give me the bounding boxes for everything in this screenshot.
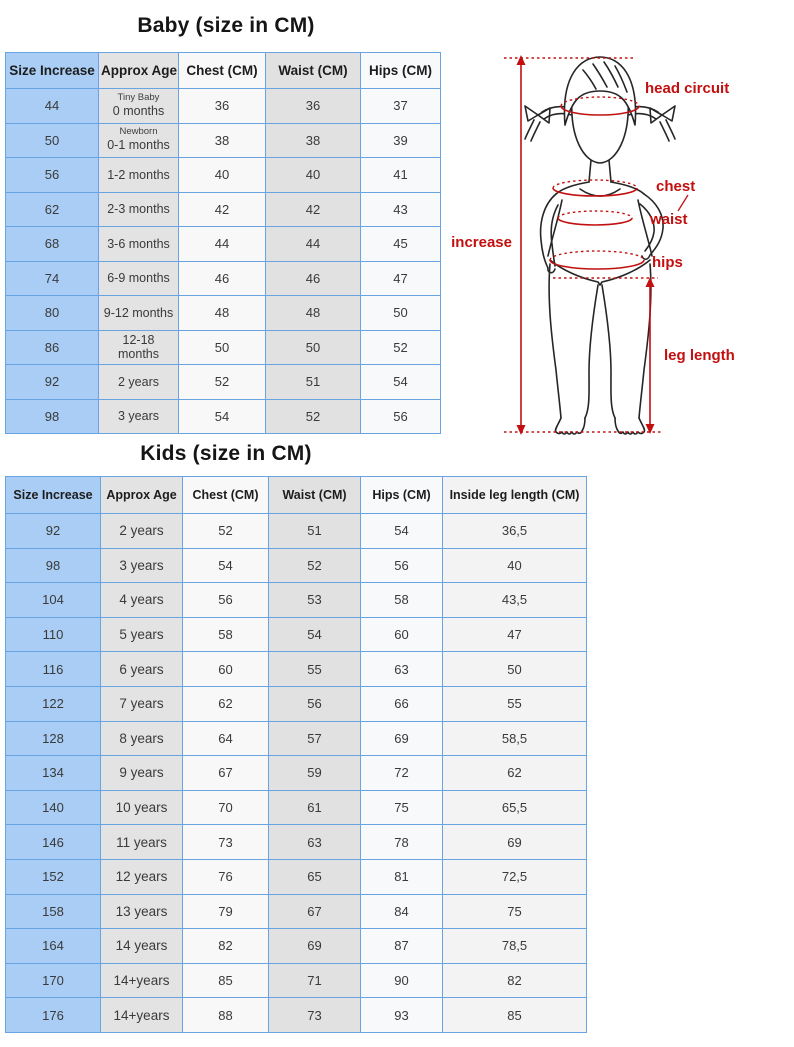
- table-cell: 51: [269, 514, 361, 549]
- table-cell: 170: [6, 963, 101, 998]
- table-cell: 70: [183, 790, 269, 825]
- table-cell: 43,5: [443, 583, 587, 618]
- table-cell: 39: [361, 123, 441, 158]
- table-cell: 82: [443, 963, 587, 998]
- table-cell: 3 years: [101, 548, 183, 583]
- table-cell: 140: [6, 790, 101, 825]
- table-cell: Newborn 0-1 months: [99, 123, 179, 158]
- table-cell: 72,5: [443, 859, 587, 894]
- table-cell: 80: [6, 296, 99, 331]
- table-cell: 56: [361, 399, 441, 434]
- table-cell: 38: [266, 123, 361, 158]
- table-cell: 56: [183, 583, 269, 618]
- head-circuit-label: head circuit: [645, 80, 730, 97]
- table-row: [6, 514, 587, 549]
- table-row: [6, 859, 587, 894]
- table-row: [6, 261, 441, 296]
- table-cell: 79: [183, 894, 269, 929]
- table-cell: 88: [183, 998, 269, 1033]
- table-cell: 67: [183, 756, 269, 791]
- baby-table-title: Baby (size in CM): [137, 14, 315, 37]
- table-cell: 134: [6, 756, 101, 791]
- table-cell: 52: [183, 514, 269, 549]
- table-cell: 53: [269, 583, 361, 618]
- table-cell: 2 years: [99, 365, 179, 400]
- table-cell: 52: [269, 548, 361, 583]
- table-cell: 71: [269, 963, 361, 998]
- table-cell: 55: [443, 686, 587, 721]
- table-cell: 68: [6, 227, 99, 262]
- table-cell: 42: [179, 192, 266, 227]
- table-cell: 14+years: [101, 998, 183, 1033]
- table-cell: 62: [443, 756, 587, 791]
- table-cell: 47: [361, 261, 441, 296]
- table-cell: 75: [443, 894, 587, 929]
- increase-arrow-down-icon: [517, 425, 526, 435]
- header-cell: Chest (CM): [183, 477, 269, 514]
- table-cell: 110: [6, 617, 101, 652]
- table-cell: 93: [361, 998, 443, 1033]
- table-cell: 36: [179, 89, 266, 124]
- table-cell: 52: [361, 330, 441, 365]
- table-cell: 78,5: [443, 929, 587, 964]
- table-cell: 65,5: [443, 790, 587, 825]
- waist-label: waist: [650, 211, 688, 228]
- table-cell: 73: [269, 998, 361, 1033]
- table-row: [6, 330, 441, 365]
- table-cell: 44: [179, 227, 266, 262]
- table-cell: 12 years: [101, 859, 183, 894]
- table-cell: 62: [183, 686, 269, 721]
- table-cell: 14+years: [101, 963, 183, 998]
- table-cell: 11 years: [101, 825, 183, 860]
- table-cell: 6 years: [101, 652, 183, 687]
- chest-ellipse-dotted: [553, 180, 637, 188]
- table-row: [6, 617, 587, 652]
- table-cell: 61: [269, 790, 361, 825]
- table-cell: 67: [269, 894, 361, 929]
- table-cell: 54: [361, 514, 443, 549]
- table-cell: 78: [361, 825, 443, 860]
- header-cell: Waist (CM): [266, 53, 361, 89]
- table-cell: 86: [6, 330, 99, 365]
- right-foot: [615, 418, 645, 434]
- table-cell: 13 years: [101, 894, 183, 929]
- table-cell: 54: [269, 617, 361, 652]
- table-cell: 57: [269, 721, 361, 756]
- table-row: [6, 227, 441, 262]
- table-cell: 2 years: [101, 514, 183, 549]
- right-bow-icon: [650, 106, 675, 123]
- table-cell: 41: [361, 158, 441, 193]
- table-cell: 58: [183, 617, 269, 652]
- header-cell: Hips (CM): [361, 53, 441, 89]
- table-cell: 48: [266, 296, 361, 331]
- table-cell: 50: [443, 652, 587, 687]
- table-cell: 51: [266, 365, 361, 400]
- table-cell: 69: [443, 825, 587, 860]
- table-cell: 40: [266, 158, 361, 193]
- increase-arrow-up-icon: [517, 55, 526, 65]
- baby-header-row: [6, 53, 441, 89]
- table-cell: 75: [361, 790, 443, 825]
- table-cell: 9-12 months: [99, 296, 179, 331]
- table-cell: 7 years: [101, 686, 183, 721]
- increase-label: increase: [451, 234, 512, 251]
- table-cell: 81: [361, 859, 443, 894]
- table-cell: 76: [183, 859, 269, 894]
- table-cell: 47: [443, 617, 587, 652]
- table-cell: 56: [6, 158, 99, 193]
- table-cell: 98: [6, 399, 99, 434]
- table-cell: 54: [361, 365, 441, 400]
- table-cell: 46: [179, 261, 266, 296]
- table-row: [6, 894, 587, 929]
- kids-size-table: [5, 476, 587, 1033]
- table-cell: 63: [269, 825, 361, 860]
- table-row: [6, 548, 587, 583]
- table-cell: 1-2 months: [99, 158, 179, 193]
- table-cell: 55: [269, 652, 361, 687]
- left-arm: [541, 194, 558, 273]
- table-cell: 90: [361, 963, 443, 998]
- table-cell: 69: [269, 929, 361, 964]
- table-row: [6, 825, 587, 860]
- table-cell: 45: [361, 227, 441, 262]
- baby-table-body: [6, 89, 441, 434]
- table-cell: 62: [6, 192, 99, 227]
- table-cell: 37: [361, 89, 441, 124]
- table-cell: 116: [6, 652, 101, 687]
- child-measurement-illustration: [440, 40, 794, 445]
- chest-leader-line: [678, 195, 688, 211]
- kids-header-row: [6, 477, 587, 514]
- table-cell: 60: [183, 652, 269, 687]
- table-cell: 10 years: [101, 790, 183, 825]
- table-cell: 65: [269, 859, 361, 894]
- table-cell: 56: [361, 548, 443, 583]
- table-cell: 8 years: [101, 721, 183, 756]
- table-cell: 48: [179, 296, 266, 331]
- hips-ellipse: [550, 260, 644, 269]
- table-cell: 38: [179, 123, 266, 158]
- kids-table-body: [6, 514, 587, 1033]
- table-cell: 44: [6, 89, 99, 124]
- table-cell: 52: [179, 365, 266, 400]
- table-cell: 152: [6, 859, 101, 894]
- chest-label: chest: [656, 178, 696, 195]
- table-row: [6, 365, 441, 400]
- table-cell: 12-18 months: [99, 330, 179, 365]
- header-cell: Approx Age: [101, 477, 183, 514]
- table-row: [6, 756, 587, 791]
- header-cell: Hips (CM): [361, 477, 443, 514]
- table-cell: 85: [183, 963, 269, 998]
- table-cell: 158: [6, 894, 101, 929]
- header-cell: Approx Age: [99, 53, 179, 89]
- left-bow-icon: [525, 106, 550, 123]
- table-cell: 14 years: [101, 929, 183, 964]
- table-row: [6, 963, 587, 998]
- table-cell: 73: [183, 825, 269, 860]
- table-cell: 64: [183, 721, 269, 756]
- table-cell: 82: [183, 929, 269, 964]
- table-row: [6, 790, 587, 825]
- header-cell: Inside leg length (CM): [443, 477, 587, 514]
- table-cell: 40: [443, 548, 587, 583]
- child-figure: [525, 57, 675, 434]
- kids-table-title: Kids (size in CM): [140, 442, 312, 465]
- table-row: [6, 89, 441, 124]
- table-cell: 92: [6, 514, 101, 549]
- table-cell: 54: [179, 399, 266, 434]
- table-row: [6, 652, 587, 687]
- table-cell: 56: [269, 686, 361, 721]
- table-cell: 74: [6, 261, 99, 296]
- table-cell: 40: [179, 158, 266, 193]
- table-cell: 63: [361, 652, 443, 687]
- table-row: [6, 399, 441, 434]
- table-cell: 122: [6, 686, 101, 721]
- table-cell: 98: [6, 548, 101, 583]
- table-cell: 44: [266, 227, 361, 262]
- table-cell: 36: [266, 89, 361, 124]
- hips-label: hips: [652, 254, 683, 271]
- table-cell: 146: [6, 825, 101, 860]
- table-cell: 3 years: [99, 399, 179, 434]
- header-cell: Size Increase: [6, 53, 99, 89]
- torso-sides: [548, 200, 652, 256]
- table-cell: 60: [361, 617, 443, 652]
- measurement-figure: [440, 40, 794, 445]
- table-cell: 52: [266, 399, 361, 434]
- table-cell: 164: [6, 929, 101, 964]
- baby-size-table: [5, 52, 441, 434]
- table-cell: 43: [361, 192, 441, 227]
- leg-length-label: leg length: [664, 347, 735, 364]
- hips-ellipse-dotted: [550, 251, 644, 260]
- table-cell: 66: [361, 686, 443, 721]
- table-cell: 2-3 months: [99, 192, 179, 227]
- header-cell: Chest (CM): [179, 53, 266, 89]
- table-cell: 5 years: [101, 617, 183, 652]
- table-cell: 104: [6, 583, 101, 618]
- table-cell: 176: [6, 998, 101, 1033]
- table-row: [6, 686, 587, 721]
- table-row: [6, 583, 587, 618]
- table-cell: 50: [361, 296, 441, 331]
- table-row: [6, 929, 587, 964]
- table-cell: 46: [266, 261, 361, 296]
- table-cell: 58: [361, 583, 443, 618]
- table-row: [6, 192, 441, 227]
- table-cell: 85: [443, 998, 587, 1033]
- table-cell: 42: [266, 192, 361, 227]
- table-cell: 128: [6, 721, 101, 756]
- briefs: [550, 260, 650, 285]
- table-cell: 9 years: [101, 756, 183, 791]
- table-cell: 36,5: [443, 514, 587, 549]
- table-cell: 50: [179, 330, 266, 365]
- table-row: [6, 158, 441, 193]
- table-cell: 54: [183, 548, 269, 583]
- waist-ellipse: [558, 218, 632, 225]
- table-cell: 87: [361, 929, 443, 964]
- table-cell: Tiny Baby 0 months: [99, 89, 179, 124]
- waist-ellipse-dotted: [558, 211, 632, 218]
- table-cell: 92: [6, 365, 99, 400]
- table-cell: 3-6 months: [99, 227, 179, 262]
- header-cell: Size Increase: [6, 477, 101, 514]
- table-row: [6, 296, 441, 331]
- table-cell: 4 years: [101, 583, 183, 618]
- table-row: [6, 998, 587, 1033]
- table-cell: 6-9 months: [99, 261, 179, 296]
- header-cell: Waist (CM): [269, 477, 361, 514]
- table-cell: 50: [266, 330, 361, 365]
- table-cell: 59: [269, 756, 361, 791]
- table-row: [6, 123, 441, 158]
- table-cell: 69: [361, 721, 443, 756]
- table-cell: 84: [361, 894, 443, 929]
- table-row: [6, 721, 587, 756]
- table-cell: 58,5: [443, 721, 587, 756]
- legs: [549, 264, 651, 418]
- table-cell: 72: [361, 756, 443, 791]
- table-cell: 50: [6, 123, 99, 158]
